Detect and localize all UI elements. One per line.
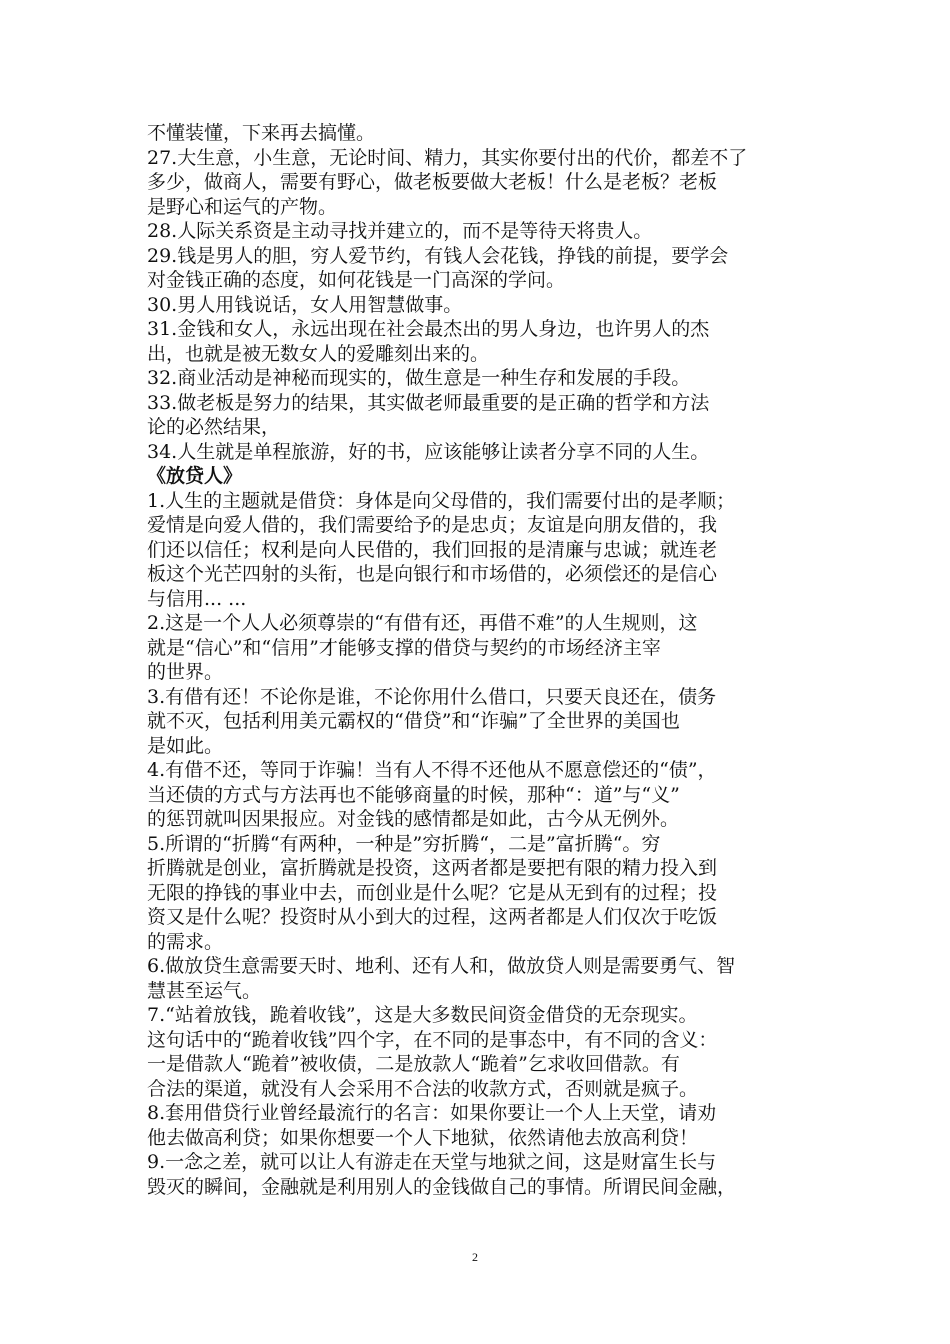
text-line: 28.人际关系资是主动寻找并建立的，而不是等待天将贵人。	[147, 220, 653, 242]
page-body-text	[147, 121, 822, 1199]
text-line: 30.男人用钱说话，女人用智慧做事。	[147, 293, 463, 316]
text-line: 6.做放贷生意需要天时、地利、还有人和，做放贷人则是需要勇气、智	[147, 955, 736, 977]
text-line: 31.金钱和女人，永远出现在社会最杰出的男人身边，也许男人的杰	[147, 318, 710, 340]
page-number: 2	[472, 1250, 478, 1264]
text-line: 毁灭的瞬间，金融就是利用别人的金钱做自己的事情。所谓民间金融，	[147, 1175, 737, 1198]
text-line: 板这个光芒四射的头衔，也是向银行和市场借的，必须偿还的是信心	[147, 563, 718, 585]
text-line: 29.钱是男人的胆，穷人爱节约，有钱人会花钱，挣钱的前提，要学会	[147, 244, 729, 267]
text-line: 1.人生的主题就是借贷：身体是向父母借的，我们需要付出的是孝顺；	[147, 489, 736, 512]
text-line: 9.一念之差，就可以让人有游走在天堂与地狱之间，这是财富生长与	[147, 1151, 717, 1173]
text-line: 资又是什么呢？投资时从小到大的过程，这两者都是人们仅次于吃饭	[147, 906, 718, 928]
text-line: 与信用... ...	[147, 587, 247, 610]
text-line: 就不灭，包括利用美元霸权的“借贷”和“诈骗”了全世界的美国也	[147, 710, 680, 732]
text-line: 当还债的方式与方法再也不能够商量的时候，那种“：道”与“义”	[147, 783, 680, 806]
text-line: 是野心和运气的产物。	[147, 195, 338, 218]
text-line: 5.所谓的“折腾“有两种，一种是”穷折腾“，二是”富折腾“。穷	[147, 832, 661, 855]
text-line: 对金钱正确的态度，如何花钱是一门高深的学问。	[147, 269, 566, 291]
text-line: 34.人生就是单程旅游，好的书，应该能够让读者分享不同的人生。	[147, 440, 710, 463]
text-line: 无限的挣钱的事业中去，而创业是什么呢？它是从无到有的过程；投	[147, 881, 718, 904]
text-line: 的世界。	[147, 661, 224, 683]
text-line: 多少，做商人，需要有野心，做老板要做大老板！什么是老板？老板	[147, 171, 718, 193]
text-line: 27.大生意，小生意，无论时间、精力，其实你要付出的代价，都差不了	[147, 146, 748, 169]
text-line: 不懂装懂，下来再去搞懂。	[147, 122, 376, 144]
text-line: 3.有借有还！不论你是谁，不论你用什么借口，只要天良还在，债务	[147, 685, 717, 708]
text-line: 4.有借不还，等同于诈骗！当有人不得不还他从不愿意偿还的“债”，	[147, 759, 717, 781]
text-line: 们还以信任；权利是向人民借的，我们回报的是清廉与忠诚；就连老	[147, 538, 718, 561]
text-line: 33.做老板是努力的结果，其实做老师最重要的是正确的哲学和方法	[147, 391, 710, 414]
text-line: 就是“信心”和“信用”才能够支撑的借贷与契约的市场经济主宰	[147, 636, 661, 659]
text-line: 合法的渠道，就没有人会采用不合法的收款方式，否则就是疯子。	[147, 1077, 699, 1100]
text-line: 这句话中的“跪着收钱”四个字，在不同的是事态中，有不同的含义：	[147, 1028, 718, 1051]
text-line: 一是借款人“跪着”被收债，二是放款人“跪着”乞求收回借款。有	[147, 1053, 680, 1075]
text-line: 他去做高利贷；如果你想要一个人下地狱，依然请他去放高利贷！	[147, 1126, 699, 1149]
text-line: 的需求。	[147, 930, 224, 953]
text-line: 慧甚至运气。	[147, 979, 262, 1002]
text-line: 是如此。	[147, 734, 224, 757]
text-line: 8.套用借贷行业曾经最流行的名言：如果你要让一个人上天堂，请劝	[147, 1102, 717, 1124]
text-line: 折腾就是创业，富折腾就是投资，这两者都是要把有限的精力投入到	[147, 857, 718, 879]
text-line: 32.商业活动是神秘而现实的，做生意是一种生存和发展的手段。	[147, 367, 691, 389]
text-line: 7.“站着放钱，跪着收钱”，这是大多数民间资金借贷的无奈现实。	[147, 1004, 698, 1026]
text-line: 出，也就是被无数女人的爱雕刻出来的。	[147, 342, 490, 365]
text-line: 爱情是向爱人借的，我们需要给予的是忠贞；友谊是向朋友借的，我	[147, 514, 718, 536]
text-line: 论的必然结果，	[147, 416, 281, 438]
text-line: 的惩罚就叫因果报应。对金钱的感情都是如此，古今从无例外。	[147, 808, 680, 830]
section-heading: 《放贷人》	[147, 465, 243, 487]
text-line: 2.这是一个人人必须尊崇的“有借有还，再借不难”的人生规则，这	[147, 612, 698, 634]
